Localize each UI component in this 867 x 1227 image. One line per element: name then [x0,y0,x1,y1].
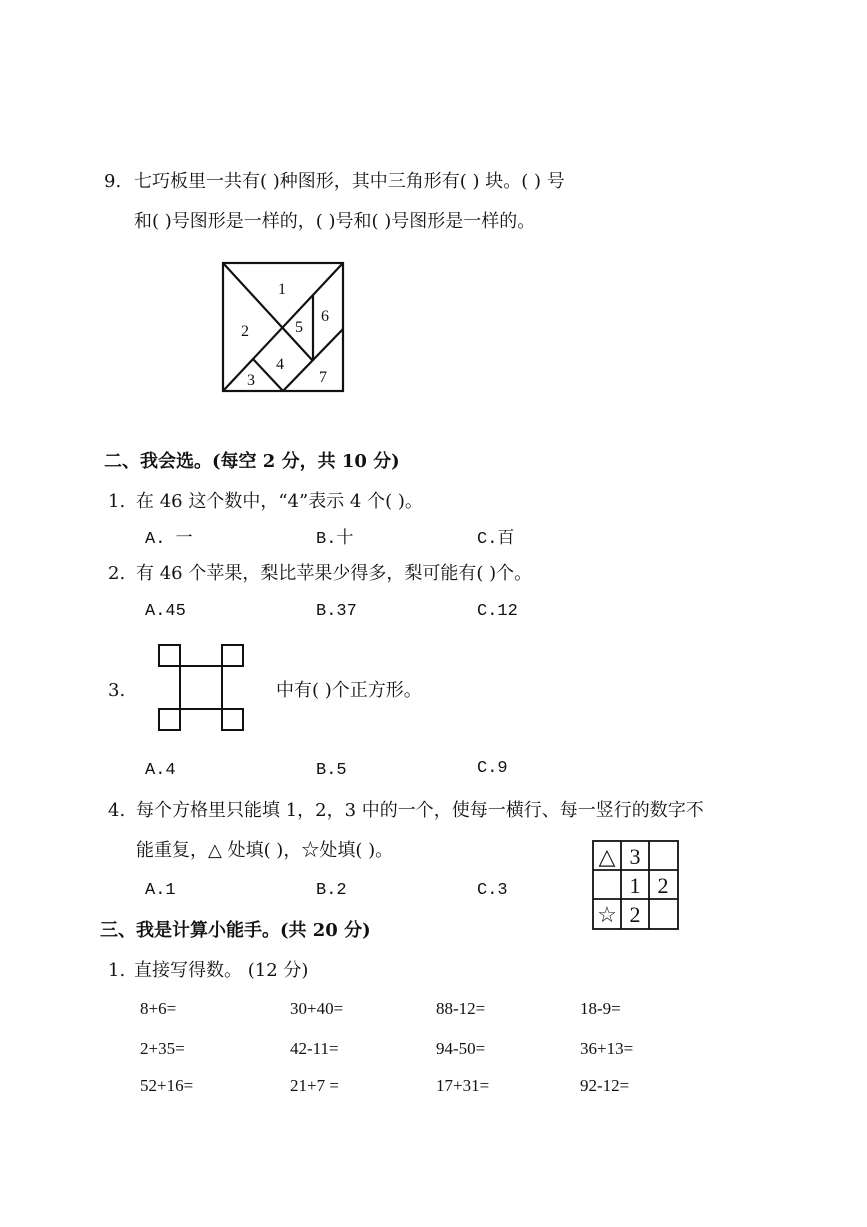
calc-item: 18-9= [580,999,621,1018]
tangram-label-3: 3 [247,372,255,389]
tangram-label-2: 2 [241,323,249,340]
question-9-number: 9. [104,171,122,192]
s2-q4-option-a[interactable]: A.1 [145,881,176,900]
s2-q1-number: 1. [108,491,126,512]
s2-q1-text: 在 46 这个数中，“4”表示 4 个( )。 [136,491,423,512]
square-bottom-left [159,709,180,730]
s2-q4-line1: 每个方格里只能填 1，2，3 中的一个，使每一横行、每一竖行的数字不 [136,800,704,821]
calc-item: 21+7 = [290,1076,339,1095]
s2-q1-option-c[interactable]: C.百 [477,530,515,549]
s2-q2-option-a[interactable]: A.45 [145,602,186,621]
tangram-line-diagonal [223,263,313,361]
s2-q2-option-b[interactable]: B.37 [316,602,357,621]
s2-q2-text: 有 46 个苹果，梨比苹果少得多，梨可能有( )个。 [136,563,533,584]
s2-q4-option-c[interactable]: C.3 [477,881,508,900]
s3-sub1-number: 1. [108,960,126,981]
square-center [180,666,222,709]
tangram-label-6: 6 [321,308,329,325]
tangram-label-5: 5 [295,319,303,336]
calc-item: 17+31= [436,1076,490,1095]
calc-item: 88-12= [436,999,486,1018]
square-top-right [222,645,243,666]
square-bottom-right [222,709,243,730]
tangram-label-7: 7 [319,369,327,386]
calc-item: 42-11= [290,1039,339,1058]
s3-sub1-text: 直接写得数。 (12 分) [134,960,309,981]
calc-item: 2+35= [140,1039,185,1058]
grid-cell-star: ☆ [597,902,617,927]
tangram-label-4: 4 [276,356,284,373]
question-9-line2: 和( )号图形是一样的，( )号和( )号图形是一样的。 [134,211,536,232]
s2-q3-number: 3. [108,680,126,701]
squares-figure [156,642,248,736]
tangram-figure [216,256,352,398]
grid-cell-r2c3: 2 [657,873,669,898]
calc-item: 8+6= [140,999,177,1018]
grid-cell-triangle: △ [598,844,616,869]
s2-q4-number: 4. [108,800,126,821]
s2-q3-text: 中有( )个正方形。 [276,680,422,701]
s2-q4-option-b[interactable]: B.2 [316,881,347,900]
calc-item: 94-50= [436,1039,486,1058]
section-3-heading: 三、我是计算小能手。(共 20 分) [100,920,371,941]
s2-q4-line2: 能重复，△ 处填( )，☆处填( )。 [136,840,394,861]
s2-q2-option-c[interactable]: C.12 [477,602,518,621]
s2-q1-option-a[interactable]: A. 一 [145,530,193,549]
calc-item: 52+16= [140,1076,194,1095]
grid-cell-r3c2: 2 [629,902,641,927]
s2-q3-option-a[interactable]: A.4 [145,761,176,780]
calc-item: 36+13= [580,1039,634,1058]
question-9-line1: 七巧板里一共有( )种图形，其中三角形有( ) 块。( ) 号 [134,171,565,192]
number-grid [591,839,681,932]
section-2-heading: 二、我会选。(每空 2 分，共 10 分) [104,451,400,472]
square-top-left [159,645,180,666]
s2-q1-option-b[interactable]: B.十 [316,530,354,549]
calc-item: 30+40= [290,999,344,1018]
s2-q2-number: 2. [108,563,126,584]
calc-item: 92-12= [580,1076,630,1095]
grid-cell-r1c2: 3 [629,844,641,869]
grid-cell-r2c2: 1 [629,873,641,898]
tangram-label-1: 1 [278,281,286,298]
s2-q3-option-b[interactable]: B.5 [316,761,347,780]
s2-q3-option-c[interactable]: C.9 [477,759,508,778]
